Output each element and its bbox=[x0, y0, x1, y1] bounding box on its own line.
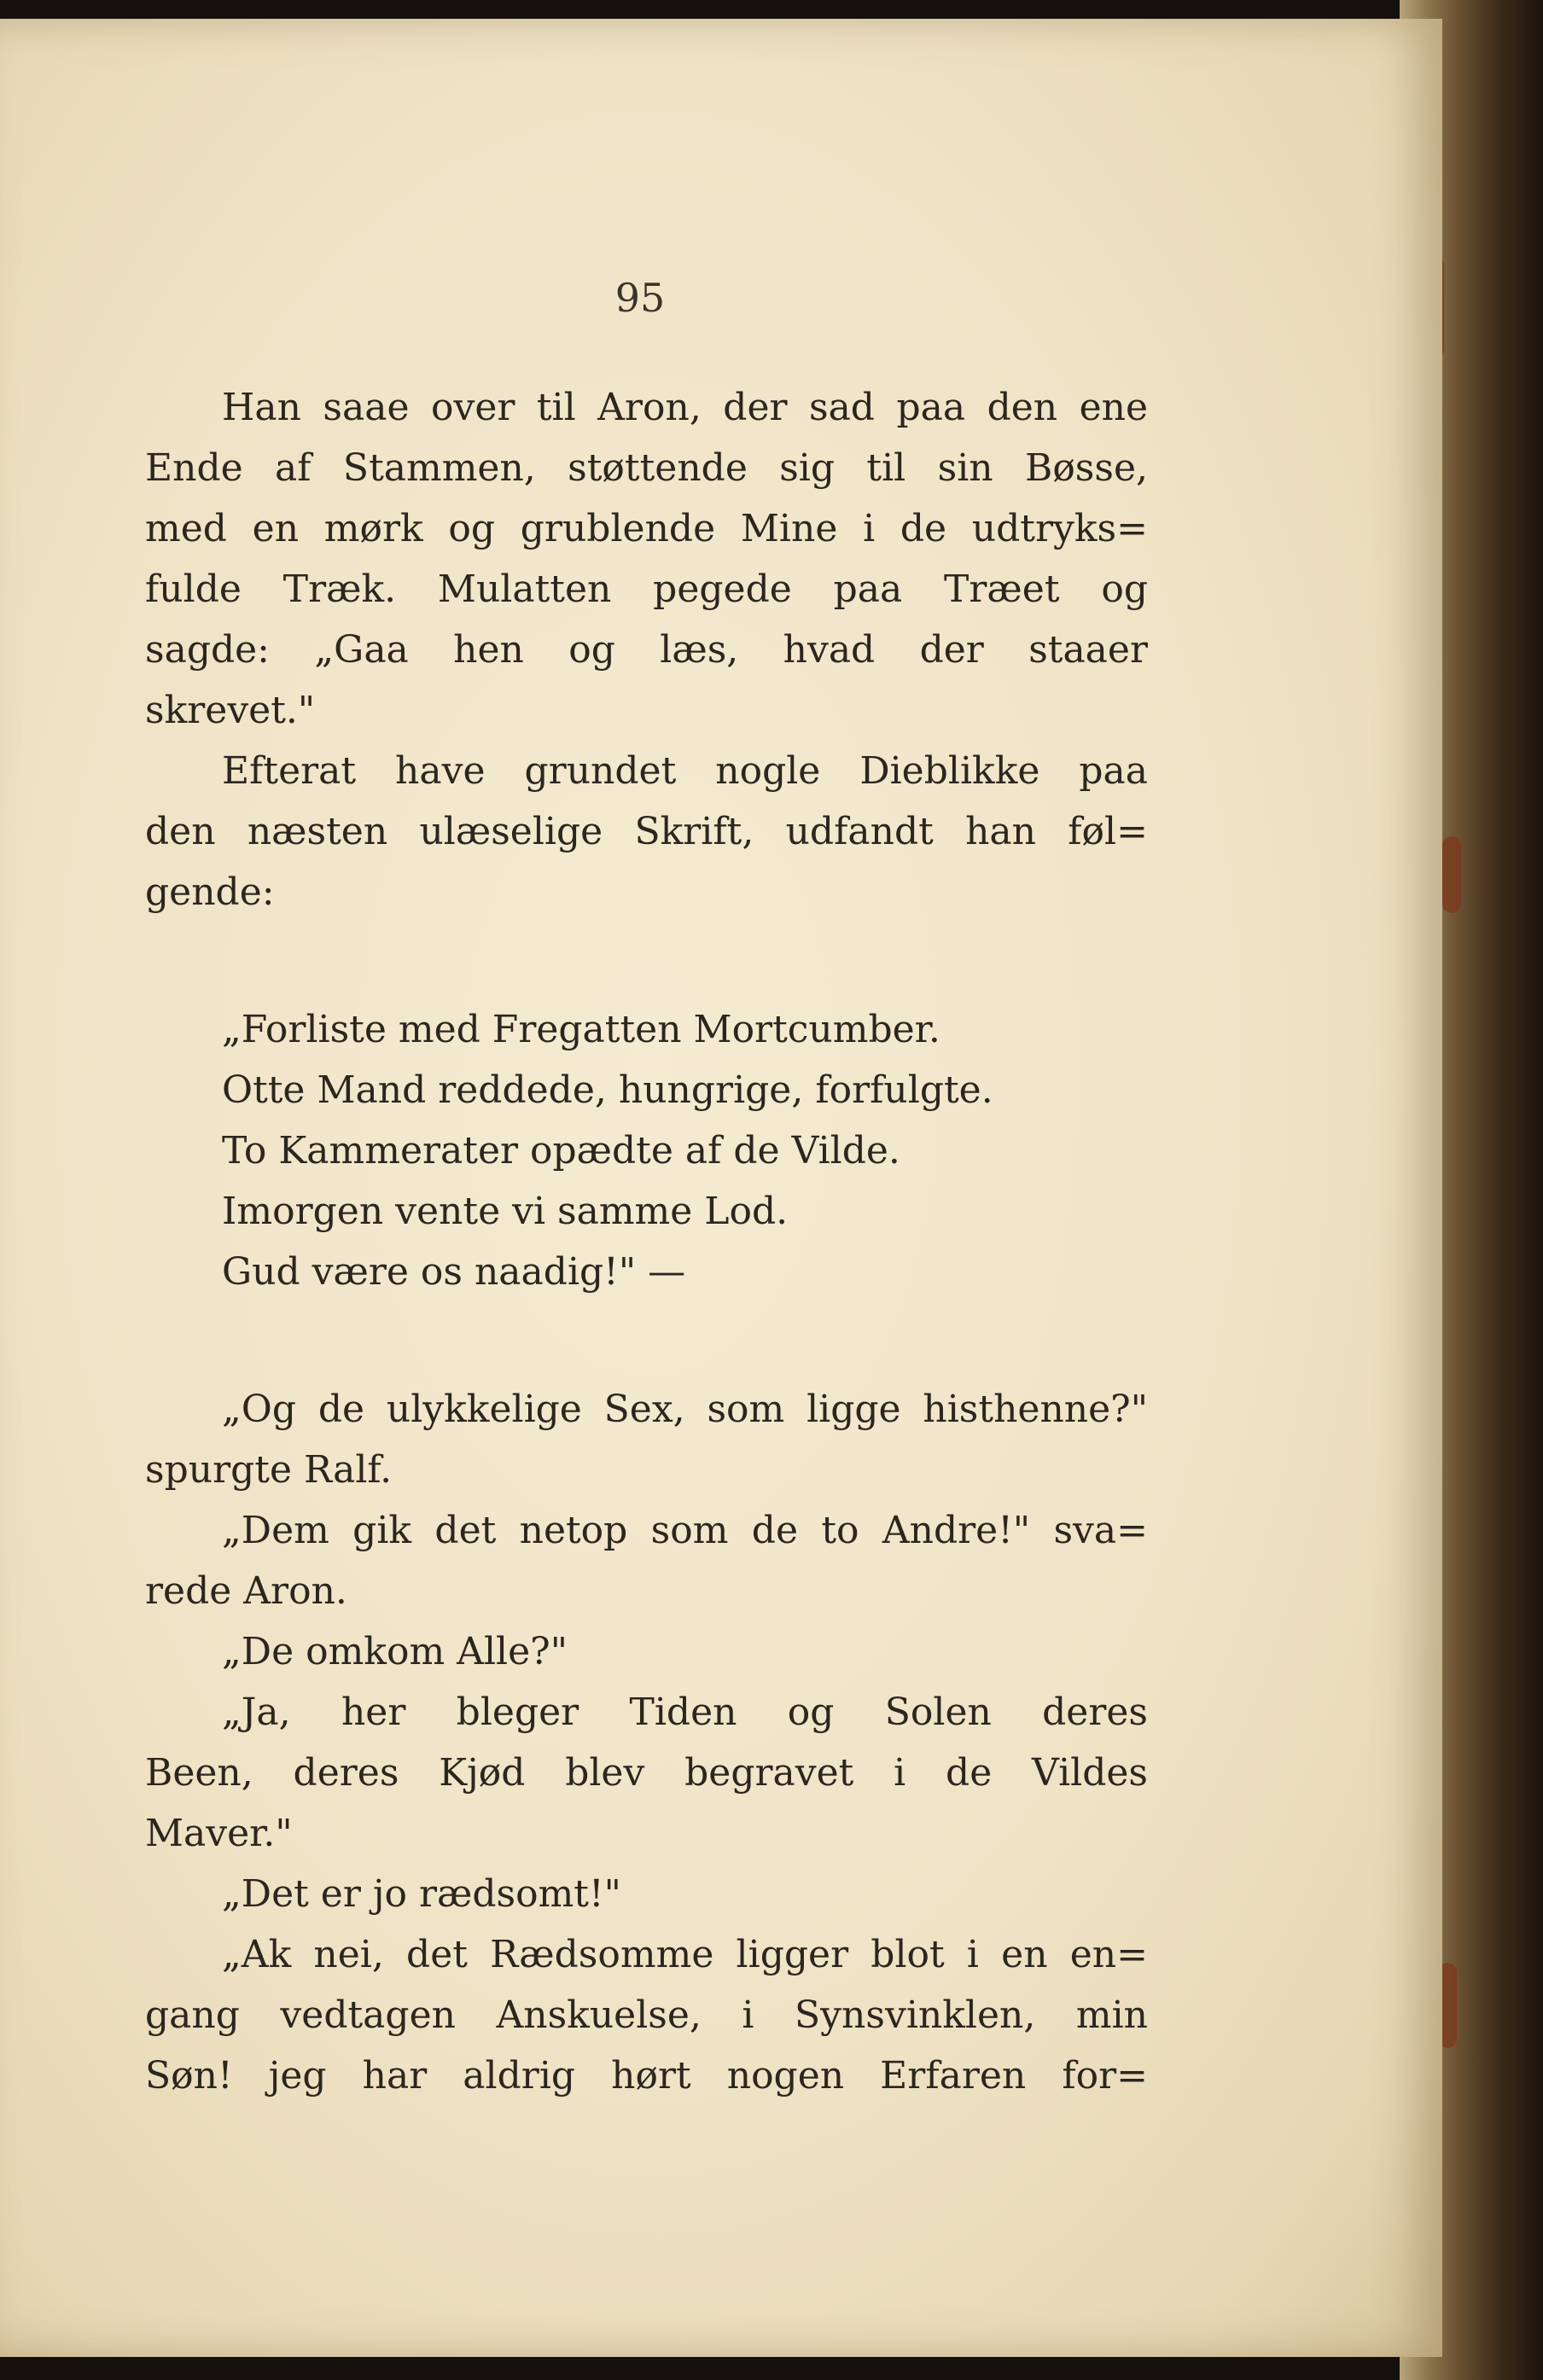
text-line: skrevet." bbox=[145, 689, 316, 732]
verse-line: „Forliste med Fregatten Mortcumber. bbox=[222, 1008, 940, 1051]
text-line: fulde Træk. Mulatten pegede paa Træet og bbox=[145, 567, 1148, 611]
stanza-gap bbox=[145, 922, 1148, 999]
text-line: Han saae over til Aron, der sad paa den ene bbox=[222, 386, 1148, 429]
text-line: „De omkom Alle?" bbox=[222, 1630, 568, 1673]
text-line: Søn! jeg har aldrig hørt nogen Erfaren for= bbox=[145, 2054, 1148, 2098]
text-line: gende: bbox=[145, 870, 275, 914]
page-text bbox=[145, 377, 1148, 2106]
text-line: med en mørk og grublende Mine i de udtryks= bbox=[145, 507, 1148, 550]
verse-line: Otte Mand reddede, hungrige, forfulgte. bbox=[222, 1068, 993, 1112]
text-line: sagde: „Gaa hen og læs, hvad der staaer bbox=[145, 628, 1148, 672]
text-line: „Dem gik det netop som de to Andre!" sva= bbox=[222, 1509, 1148, 1552]
text-line: den næsten ulæselige Skrift, udfandt han føl= bbox=[145, 810, 1148, 853]
text-line: Maver." bbox=[145, 1812, 293, 1855]
verse-line: Gud være os naadig!" — bbox=[222, 1250, 686, 1294]
page-number: 95 bbox=[614, 275, 666, 321]
text-line: „Ak nei, det Rædsomme ligger blot i en en= bbox=[222, 1933, 1148, 1976]
book-page bbox=[0, 19, 1442, 2357]
text-line: gang vedtagen Anskuelse, i Synsvinklen, min bbox=[145, 1993, 1148, 2037]
text-line: Been, deres Kjød blev begravet i de Vildes bbox=[145, 1751, 1148, 1795]
text-line: spurgte Ralf. bbox=[145, 1448, 393, 1492]
text-line: „Og de ulykkelige Sex, som ligge histhenne?" bbox=[222, 1388, 1148, 1431]
verse-line: Imorgen vente vi samme Lod. bbox=[222, 1190, 789, 1233]
stanza-gap bbox=[145, 1302, 1148, 1379]
text-line: Ende af Stammen, støttende sig til sin Bøsse, bbox=[145, 446, 1148, 490]
text-line: Efterat have grundet nogle Dieblikke paa bbox=[222, 749, 1148, 793]
text-line: rede Aron. bbox=[145, 1569, 347, 1613]
text-line: „Ja, her bleger Tiden og Solen deres bbox=[222, 1690, 1148, 1734]
verse-line: To Kammerater opædte af de Vilde. bbox=[222, 1129, 900, 1173]
text-line: „Det er jo rædsomt!" bbox=[222, 1872, 621, 1916]
